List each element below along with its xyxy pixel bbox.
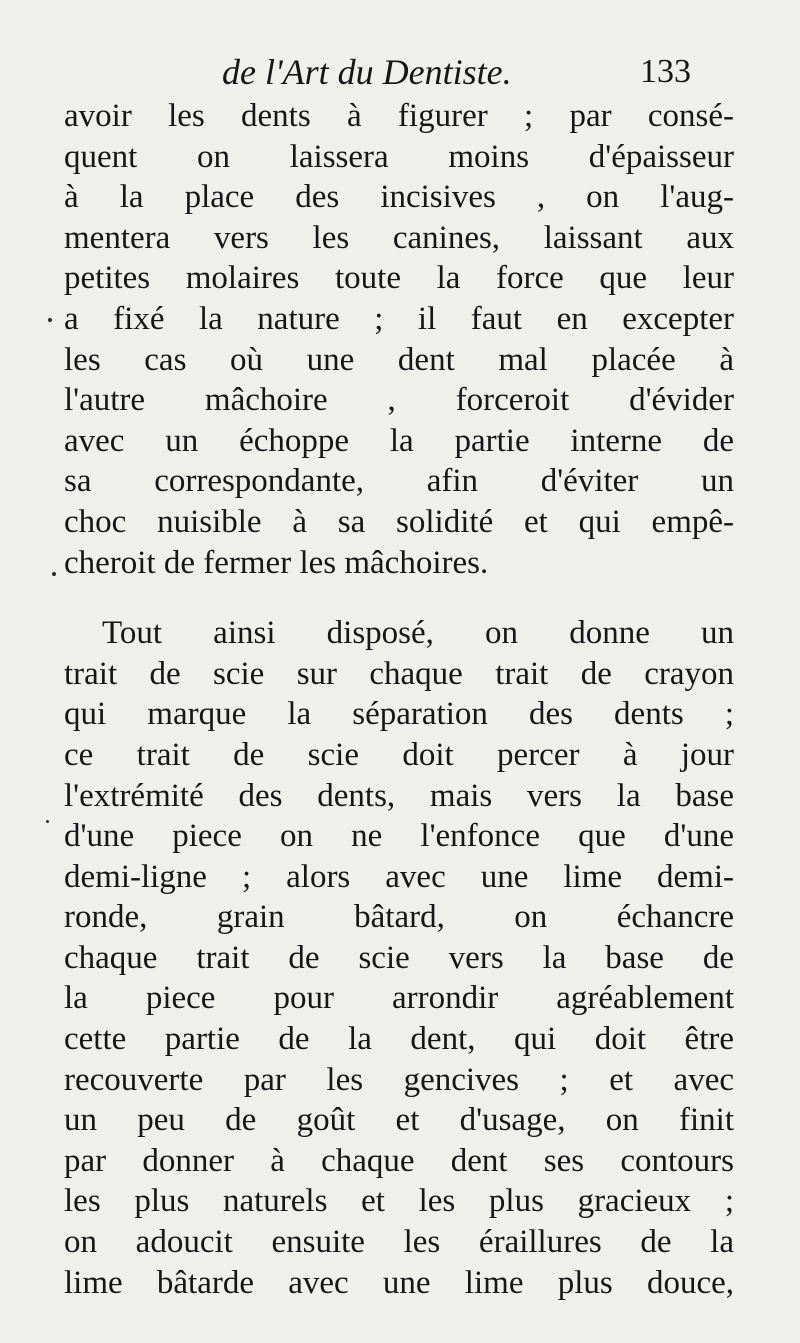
- ink-speck: [46, 820, 49, 823]
- text-line: cette partie de la dent, qui doit être: [64, 1021, 734, 1058]
- text-line: sa correspondante, afin d'éviter un: [64, 463, 734, 500]
- text-line: quent on laissera moins d'épaisseur: [64, 138, 734, 175]
- text-line: les plus naturels et les plus gracieux ;: [64, 1183, 734, 1220]
- text-line: l'extrémité des dents, mais vers la base: [64, 777, 734, 814]
- text-line: la piece pour arrondir agréablement: [64, 980, 734, 1017]
- paragraph-gap: [64, 583, 734, 613]
- text-line: un peu de goût et d'usage, on finit: [64, 1102, 734, 1139]
- ink-speck: [48, 318, 52, 322]
- text-line: recouverte par les gencives ; et avec: [64, 1061, 734, 1098]
- running-header: [222, 48, 742, 96]
- text-line: à la place des incisives , on l'aug-: [64, 179, 734, 216]
- text-line: les cas où une dent mal placée à: [64, 341, 734, 378]
- text-line: mentera vers les canines, laissant aux: [64, 219, 734, 256]
- running-title: de l'Art du Dentiste.: [222, 52, 512, 92]
- text-line: petites molaires toute la force que leur: [64, 260, 734, 297]
- text-line: chaque trait de scie vers la base de: [64, 939, 734, 976]
- text-line: ronde, grain bâtard, on échancre: [64, 899, 734, 936]
- text-line: d'une piece on ne l'enfonce que d'une: [64, 818, 734, 855]
- text-line: Tout ainsi disposé, on donne un: [102, 615, 734, 652]
- text-line: choc nuisible à sa solidité et qui empê-: [64, 503, 734, 540]
- text-line: par donner à chaque dent ses contours: [64, 1142, 734, 1179]
- paragraph-2: [64, 613, 734, 1303]
- text-line: ce trait de scie doit percer à jour: [64, 736, 734, 773]
- ink-speck: [52, 572, 56, 576]
- page-number: 133: [640, 53, 691, 90]
- text-line: cheroit de fermer les mâchoires.: [64, 544, 489, 581]
- text-line: l'autre mâchoire , forceroit d'évider: [64, 382, 734, 419]
- paragraph-1: [64, 96, 734, 583]
- page-body: [64, 96, 734, 1303]
- text-line: lime bâtarde avec une lime plus douce,: [64, 1264, 734, 1301]
- text-line: avoir les dents à figurer ; par consé-: [64, 98, 734, 134]
- text-line: a fixé la nature ; il faut en excepter: [64, 300, 734, 337]
- text-line: trait de scie sur chaque trait de crayon: [64, 655, 734, 692]
- text-line: avec un échoppe la partie interne de: [64, 422, 734, 459]
- text-line: on adoucit ensuite les éraillures de la: [64, 1224, 734, 1261]
- text-line: qui marque la séparation des dents ;: [64, 696, 734, 733]
- text-line: demi-ligne ; alors avec une lime demi-: [64, 858, 734, 895]
